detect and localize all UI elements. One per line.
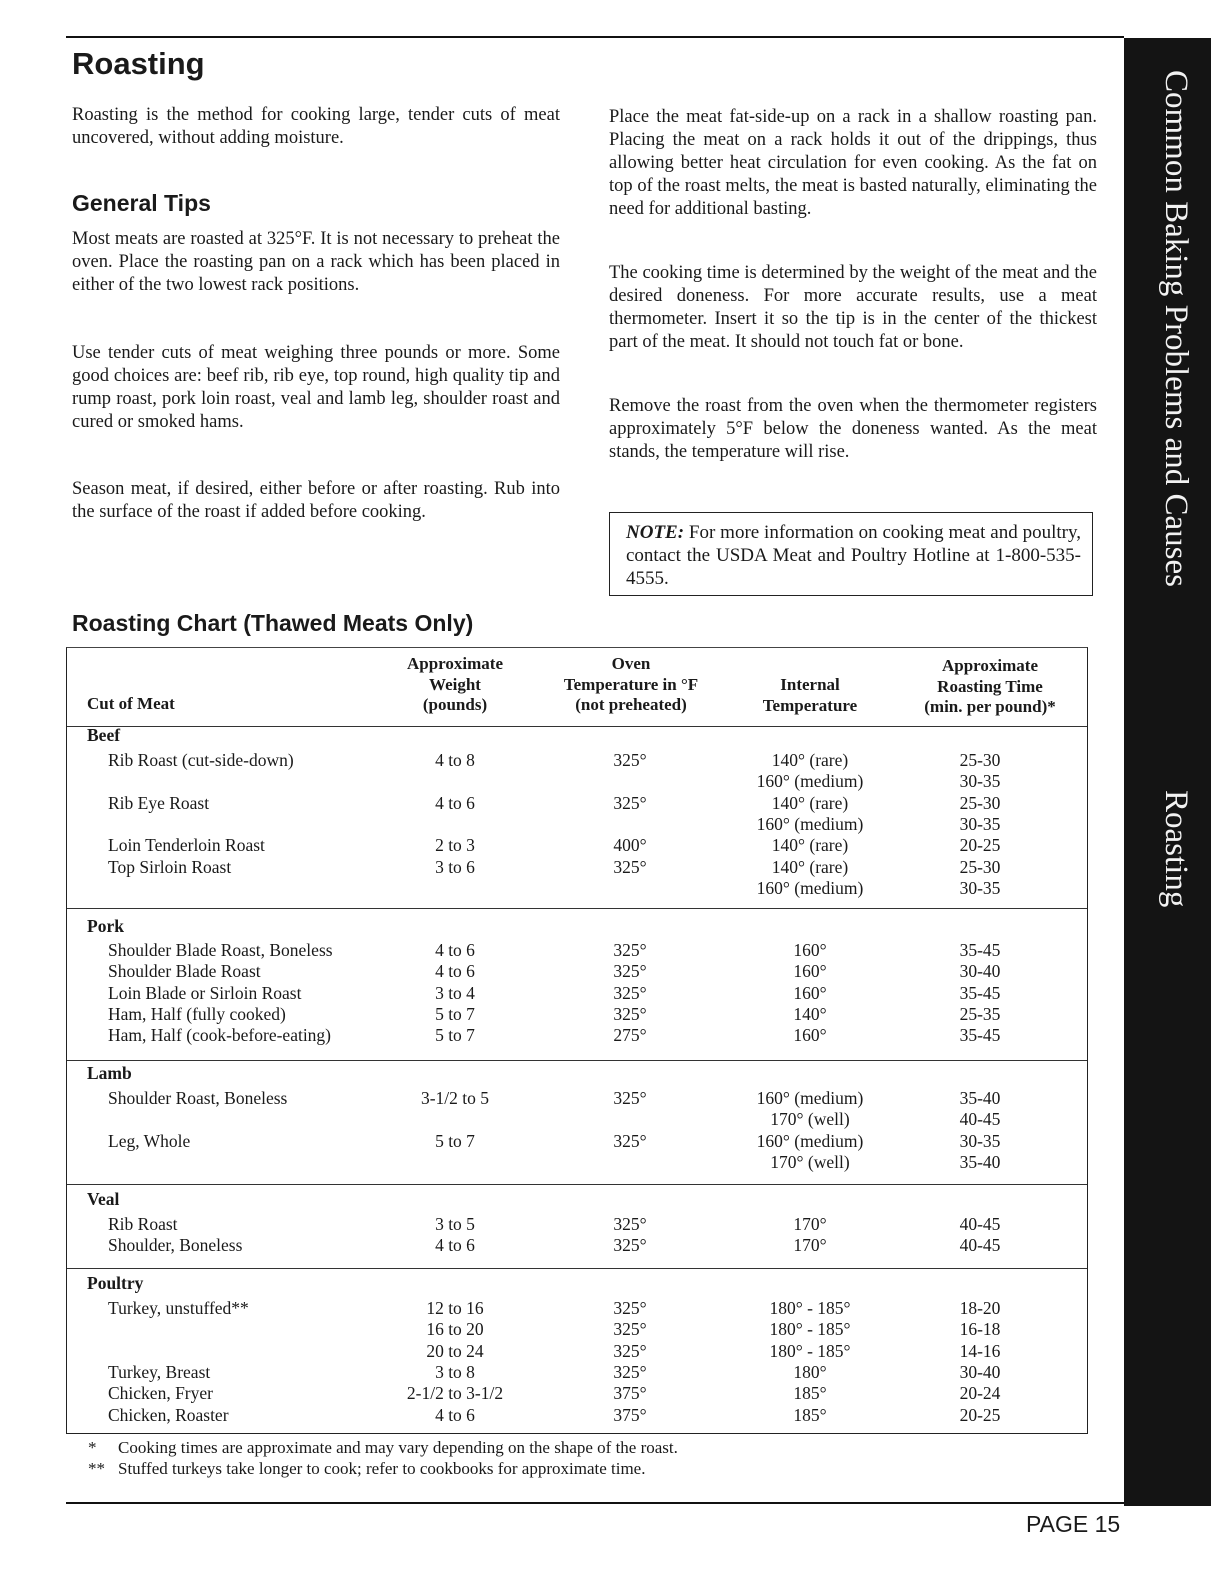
row-weight: 5 to 7: [435, 1130, 475, 1151]
section-divider: [67, 1060, 1087, 1061]
row-cut: Turkey, unstuffed**: [108, 1298, 249, 1318]
row-roast-time: 25-30: [959, 856, 1001, 877]
footnote-text: Stuffed turkeys take longer to cook; refer to cookbooks for approximate time.: [118, 1459, 646, 1478]
row-oven: 325°: [613, 1340, 647, 1361]
page-title: Roasting: [72, 46, 205, 81]
footnote: [88, 1458, 645, 1479]
footnote-text: Cooking times are approximate and may vary depending on the shape of the roast.: [118, 1438, 678, 1457]
row-oven: 325°: [613, 1088, 647, 1108]
row-internal-temp: 160° (medium): [756, 1130, 864, 1151]
row-internal-temp: 185°: [793, 1404, 827, 1425]
group-heading-veal: Veal: [87, 1189, 120, 1209]
row-weight: 3-1/2 to 5: [420, 1088, 490, 1108]
group-heading-lamb: Lamb: [87, 1063, 132, 1083]
note-label: NOTE:: [626, 522, 685, 543]
row-oven: 325°: [613, 1130, 647, 1151]
row-roast-time: 20-25: [959, 835, 1001, 856]
row-internal-temp: 180°: [793, 1361, 827, 1382]
row-roast-time: 25-30: [959, 750, 1001, 770]
row-internal-temp: 180° - 185°: [769, 1340, 851, 1361]
tip-paragraph: Most meats are roasted at 325°F. It is not necessary to preheat the oven. Place the roasting pan on a rack which has been placed in either of the two lowest rack positions.: [72, 229, 560, 295]
row-internal-temp: 160°: [793, 940, 827, 960]
section-divider: [67, 1184, 1087, 1185]
row-roast-time: 30-40: [959, 1361, 1001, 1382]
row-oven: 375°: [613, 1383, 647, 1404]
row-oven: 375°: [613, 1404, 647, 1425]
row-oven: 325°: [613, 1235, 647, 1256]
row-oven: 325°: [613, 1214, 647, 1234]
row-roast-time: 35-40: [959, 1088, 1001, 1108]
column-header-time: Approximate Roasting Time (min. per pound)*: [924, 656, 1056, 716]
row-oven: 325°: [613, 1361, 647, 1382]
intro-paragraph: Roasting is the method for cooking large, tender cuts of meat uncovered, without adding moisture.: [72, 105, 560, 148]
row-roast-time: 30-35: [959, 813, 1001, 834]
column-header-internal: Internal Temperature: [762, 675, 858, 715]
row-cut: Turkey, Breast: [108, 1361, 211, 1382]
row-cut: Top Sirloin Roast: [108, 856, 232, 877]
row-internal-temp: 170° (well): [770, 1109, 850, 1130]
row-internal-temp: 160°: [793, 961, 827, 982]
row-internal-temp: 140° (rare): [771, 792, 849, 813]
footnote-mark: **: [88, 1459, 105, 1478]
row-roast-time: 20-25: [959, 1404, 1001, 1425]
row-internal-temp: 185°: [793, 1383, 827, 1404]
row-internal-temp: 160° (medium): [756, 1088, 864, 1108]
section-divider: [67, 726, 1087, 727]
row-cut: Loin Blade or Sirloin Roast: [108, 982, 302, 1003]
group-heading-pork: Pork: [87, 916, 124, 936]
row-weight: 4 to 6: [435, 940, 475, 960]
row-oven: 325°: [613, 1003, 647, 1024]
row-cut: Shoulder Blade Roast, Boneless: [108, 940, 333, 960]
column-header-cut: Cut of Meat: [87, 694, 175, 713]
row-oven: 325°: [613, 750, 647, 770]
row-cut: Shoulder, Boneless: [108, 1235, 243, 1256]
row-oven: 325°: [613, 940, 647, 960]
tip-paragraph: Season meat, if desired, either before or after roasting. Rub into the surface of the roast if added before cooking.: [72, 479, 560, 522]
footnote-mark: *: [88, 1438, 97, 1457]
row-roast-time: 35-45: [959, 982, 1001, 1003]
row-internal-temp: 160° (medium): [756, 771, 864, 792]
row-weight: 16 to 20: [426, 1319, 484, 1340]
footnote: [88, 1437, 678, 1458]
note-text: [626, 521, 1081, 590]
row-oven: 325°: [613, 1298, 647, 1318]
row-oven: 325°: [613, 792, 647, 813]
row-cut: Ham, Half (fully cooked): [108, 1003, 286, 1024]
row-cut: Ham, Half (cook-before-eating): [108, 1025, 332, 1046]
row-weight: 4 to 8: [435, 750, 475, 770]
column-header-weight: Approximate Weight (pounds): [406, 654, 503, 714]
group-heading-poultry: Poultry: [87, 1273, 144, 1293]
row-weight: 2 to 3: [435, 835, 475, 856]
row-cut: Rib Eye Roast: [108, 792, 210, 813]
row-roast-time: 25-30: [959, 792, 1001, 813]
sidebar-label-baking-problems: Common Baking Problems and Causes: [1158, 70, 1194, 587]
note-box: [609, 512, 1093, 596]
row-oven: 325°: [613, 1319, 647, 1340]
row-roast-time: 30-35: [959, 877, 1001, 898]
row-roast-time: 25-35: [959, 1003, 1001, 1024]
section-divider: [67, 908, 1087, 909]
row-cut: Shoulder Roast, Boneless: [108, 1088, 288, 1108]
row-weight: 4 to 6: [435, 792, 475, 813]
row-roast-time: 14-16: [959, 1340, 1001, 1361]
row-weight: 5 to 7: [435, 1003, 475, 1024]
row-internal-temp: 140° (rare): [771, 835, 849, 856]
note-body: For more information on cooking meat and poultry, contact the USDA Meat and Poultry Hotline at 1-800-535-4555.: [626, 522, 1081, 589]
row-internal-temp: 180° - 185°: [769, 1319, 851, 1340]
section-divider: [67, 1268, 1087, 1269]
page-number: PAGE 15: [1026, 1511, 1121, 1537]
row-weight: 4 to 6: [435, 961, 475, 982]
row-oven: 325°: [613, 856, 647, 877]
bottom-rule: [66, 1502, 1124, 1504]
row-internal-temp: 180° - 185°: [769, 1298, 851, 1318]
row-weight: 4 to 6: [435, 1404, 475, 1425]
cooking-time-paragraph: The cooking time is determined by the weight of the meat and the desired doneness. For more accurate results, use a meat thermometer. Insert it so the tip is in the center of the thickest part of the meat. It should not touch fat or bone.: [609, 263, 1097, 352]
row-roast-time: 30-35: [959, 771, 1001, 792]
row-internal-temp: 140°: [793, 1003, 827, 1024]
column-header-oven: Oven Temperature in °F (not preheated): [563, 654, 699, 714]
placement-paragraph: Place the meat fat-side-up on a rack in a shallow roasting pan. Placing the meat on a rack holds it out of the drippings, thus allowing better heat circulation for even cooking. As the fat on top of the roast melts, the meat is basted naturally, eliminating the need for additional basting.: [609, 107, 1097, 219]
row-weight: 3 to 4: [435, 982, 475, 1003]
row-roast-time: 35-40: [959, 1151, 1001, 1172]
row-roast-time: 16-18: [959, 1319, 1001, 1340]
row-cut: Shoulder Blade Roast: [108, 961, 261, 982]
row-roast-time: 35-45: [959, 1025, 1001, 1046]
row-cut: Chicken, Fryer: [108, 1383, 213, 1404]
row-cut: Loin Tenderloin Roast: [108, 835, 265, 856]
row-internal-temp: 160°: [793, 982, 827, 1003]
row-roast-time: 20-24: [959, 1383, 1001, 1404]
chart-heading: Roasting Chart (Thawed Meats Only): [72, 610, 474, 636]
row-roast-time: 30-35: [959, 1130, 1001, 1151]
row-internal-temp: 160° (medium): [756, 813, 864, 834]
row-internal-temp: 140° (rare): [771, 856, 849, 877]
row-internal-temp: 160°: [793, 1025, 827, 1046]
row-weight: 3 to 6: [435, 856, 475, 877]
removal-paragraph: Remove the roast from the oven when the thermometer registers approximately 5°F below the doneness wanted. As the meat stands, the temperature will rise.: [609, 396, 1097, 462]
row-weight: 5 to 7: [435, 1025, 475, 1046]
row-cut: Rib Roast (cut-side-down): [108, 750, 294, 770]
row-internal-temp: 170° (well): [770, 1151, 850, 1172]
row-weight: 12 to 16: [426, 1298, 484, 1318]
row-oven: 325°: [613, 961, 647, 982]
row-cut: Leg, Whole: [108, 1130, 191, 1151]
row-roast-time: 18-20: [959, 1298, 1001, 1318]
row-roast-time: 30-40: [959, 961, 1001, 982]
row-roast-time: 40-45: [959, 1235, 1001, 1256]
row-roast-time: 40-45: [959, 1214, 1001, 1234]
general-tips-heading: General Tips: [72, 190, 211, 216]
row-weight: 2-1/2 to 3-1/2: [406, 1383, 504, 1404]
row-weight: 3 to 5: [435, 1214, 475, 1234]
row-internal-temp: 160° (medium): [756, 877, 864, 898]
row-internal-temp: 170°: [793, 1235, 827, 1256]
row-cut: Chicken, Roaster: [108, 1404, 229, 1425]
row-oven: 400°: [613, 835, 647, 856]
row-internal-temp: 170°: [793, 1214, 827, 1234]
row-oven: 325°: [613, 982, 647, 1003]
row-weight: 20 to 24: [426, 1340, 484, 1361]
row-internal-temp: 140° (rare): [771, 750, 849, 770]
sidebar-label-roasting: Roasting: [1158, 790, 1194, 908]
row-weight: 4 to 6: [435, 1235, 475, 1256]
top-rule: [66, 36, 1124, 38]
row-roast-time: 35-45: [959, 940, 1001, 960]
group-heading-beef: Beef: [87, 725, 121, 745]
row-weight: 3 to 8: [435, 1361, 475, 1382]
row-oven: 275°: [613, 1025, 647, 1046]
row-cut: Rib Roast: [108, 1214, 178, 1234]
tip-paragraph: Use tender cuts of meat weighing three pounds or more. Some good choices are: beef rib, rib eye, top round, high quality tip and rump roast, pork loin roast, veal and lamb leg, shoulder roast and cured or smoked hams.: [72, 343, 560, 432]
row-roast-time: 40-45: [959, 1109, 1001, 1130]
